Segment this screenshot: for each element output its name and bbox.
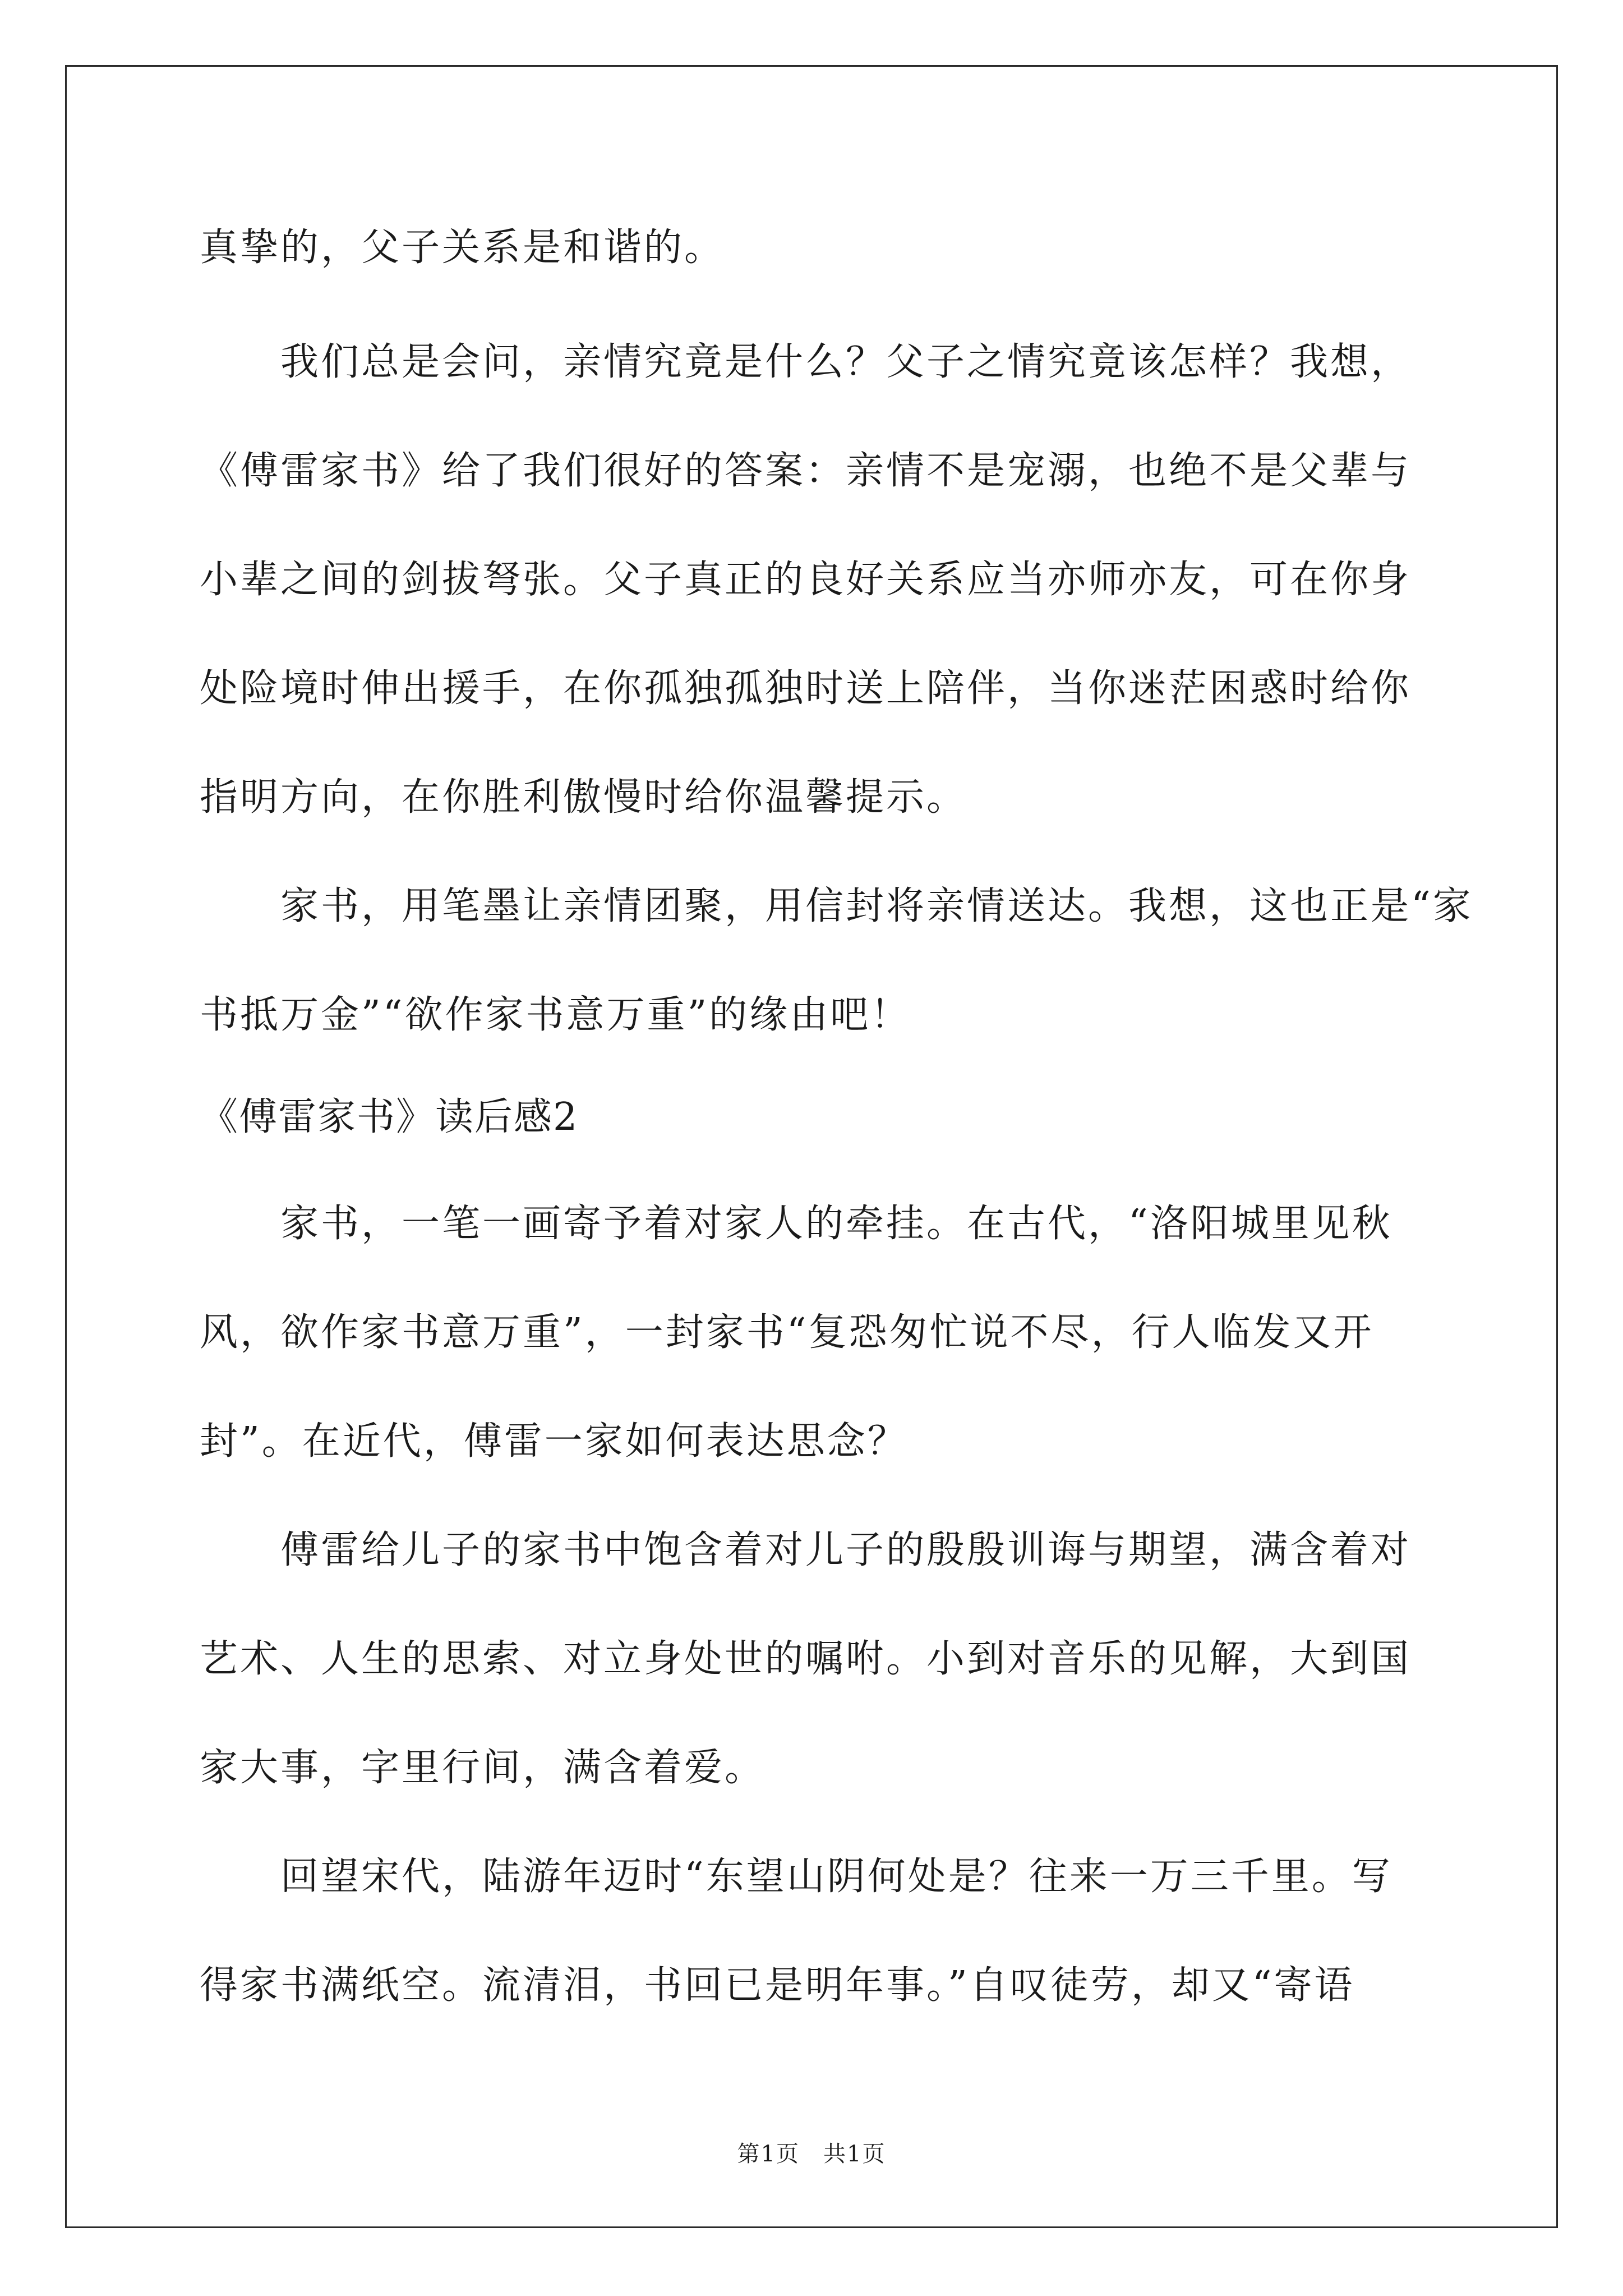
text-line: 我们总是会问，亲情究竟是什么？父子之情究竟该怎样？我想， [280,340,1412,384]
text-line: 家大事，字里行间，满含着爱。 [200,1746,766,1790]
text-line: 傅雷给儿子的家书中饱含着对儿子的殷殷训诲与期望，满含着对 [280,1528,1412,1572]
text-line: 真挚的，父子关系是和谐的。 [200,226,725,270]
text-line: 艺术、人生的思索、对立身处世的嘱咐。小到对音乐的见解，大到国 [200,1637,1412,1681]
text-line: 处险境时伸出援手，在你孤独孤独时送上陪伴，当你迷茫困惑时给你 [200,666,1412,711]
text-line: 《傅雷家书》给了我们很好的答案：亲情不是宠溺，也绝不是父辈与 [200,449,1412,493]
text-line: 回望宋代，陆游年迈时“东望山阴何处是？往来一万三千里。写 [280,1855,1393,1899]
text-line: 得家书满纸空。流清泪，书回已是明年事。”自叹徒劳，却又“寄语 [200,1963,1355,2008]
page-border [65,65,1558,2228]
text-line: 小辈之间的剑拔弩张。父子真正的良好关系应当亦师亦友，可在你身 [200,558,1412,602]
section-heading: 《傅雷家书》读后感2 [200,1095,579,1139]
text-line: 家书，一笔一画寄予着对家人的牵挂。在古代，“洛阳城里见秋 [280,1202,1393,1246]
text-line: 封”。在近代，傅雷一家如何表达思念？ [200,1419,908,1464]
text-line: 家书，用笔墨让亲情团聚，用信封将亲情送达。我想，这也正是“家 [280,884,1473,928]
text-line: 风，欲作家书意万重”，一封家书“复恐匆忙说不尽，行人临发又开 [200,1310,1374,1355]
page-number-footer: 第1页 共1页 [737,2141,886,2167]
text-line: 书抵万金”“欲作家书意万重”的缘由吧！ [200,993,911,1037]
text-line: 指明方向，在你胜利傲慢时给你温馨提示。 [200,775,967,820]
